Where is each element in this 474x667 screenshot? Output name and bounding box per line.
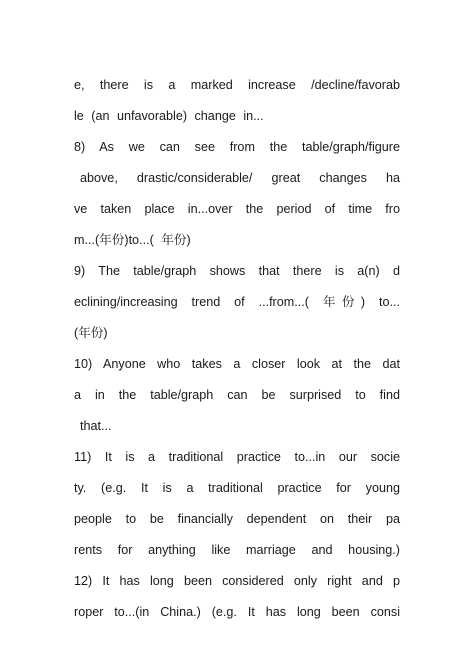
text-line: m...(年份)to...( 年份) — [74, 233, 191, 247]
text-line: rents for anything like marriage and housing.) — [74, 543, 400, 557]
text-line: a in the table/graph can be surprised to find — [74, 388, 400, 402]
text-line: above, drastic/considerable/ great changes ha — [80, 171, 400, 185]
text-line: (年份) — [74, 326, 108, 340]
text-line: le (an unfavorable) change in... — [74, 109, 264, 123]
text-line: ty. (e.g. It is a traditional practice for young — [74, 481, 400, 495]
text-line: people to be financially dependent on their pa — [74, 512, 400, 526]
text-line: eclining/increasing trend of ...from...( 年份) to... — [74, 295, 400, 309]
text-line: that... — [80, 419, 112, 433]
text-line: 9) The table/graph shows that there is a(n) d — [74, 264, 400, 278]
text-line: 12) It has long been considered only right and p — [74, 574, 400, 588]
text-line: ve taken place in...over the period of time fro — [74, 202, 400, 216]
text-line: roper to...(in China.) (e.g. It has long been consi — [74, 605, 400, 619]
text-line: 10) Anyone who takes a closer look at the dat — [74, 357, 400, 371]
text-line: e, there is a marked increase /decline/favorab — [74, 78, 400, 92]
text-line: 8) As we can see from the table/graph/figure — [74, 140, 400, 154]
text-line: 11) It is a traditional practice to...in our socie — [74, 450, 400, 464]
